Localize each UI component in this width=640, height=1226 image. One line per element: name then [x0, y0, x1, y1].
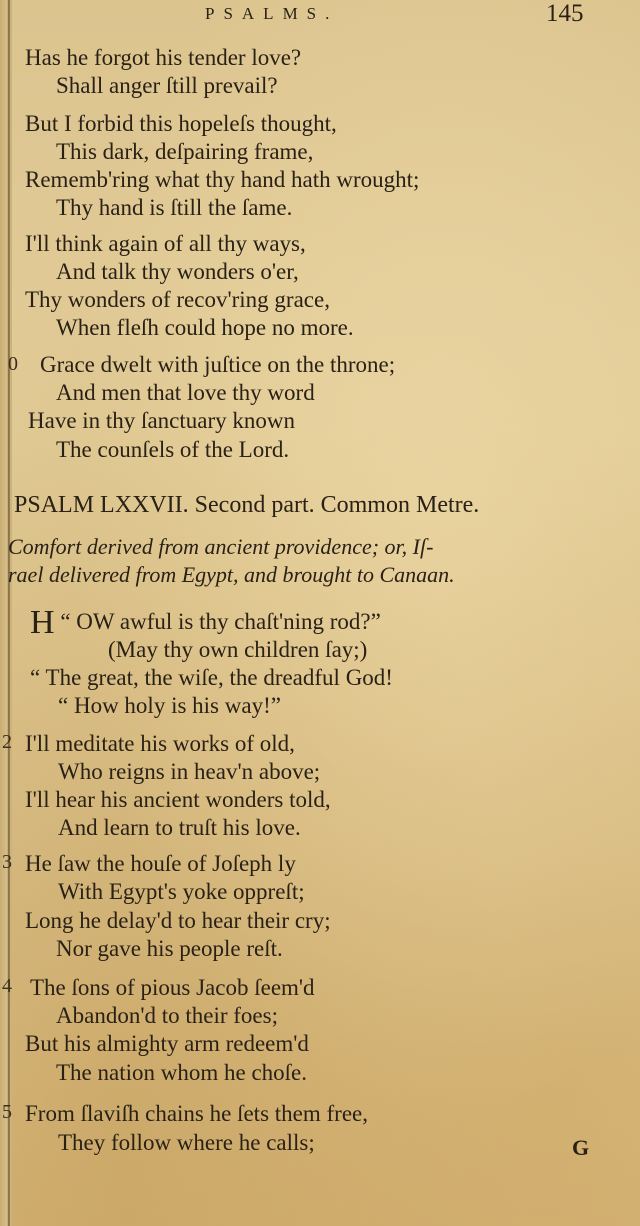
verse-line: And men that love thy word — [56, 380, 315, 405]
verse-line: The nation whom he choſe. — [56, 1060, 308, 1085]
psalm-subtitle-line-1: Comfort derived from ancient providence; or, Iſ- — [8, 534, 434, 559]
running-title: PSALMS. — [205, 4, 339, 23]
drop-capital: H — [30, 604, 55, 641]
verse-line: Grace dwelt with juſtice on the throne; — [40, 352, 396, 377]
verse-line: I'll meditate his works of old, — [25, 731, 295, 756]
verse-line: But I forbid this hopeleſs thought, — [25, 111, 337, 136]
verse-line: Have in thy ſanctuary known — [28, 408, 295, 433]
verse-line: “ The great, the wiſe, the dreadful God! — [30, 665, 393, 690]
verse-line-dropcap — [30, 604, 381, 641]
verse-line: The counſels of the Lord. — [56, 437, 290, 462]
verse-line: But his almighty arm redeem'd — [25, 1031, 309, 1056]
psalm-heading: PSALM LXXVII. Second part. Common Metre. — [14, 492, 480, 518]
verse-line: I'll think again of all thy ways, — [25, 231, 306, 256]
verse-line: And talk thy wonders o'er, — [56, 259, 299, 284]
page-number: 145 — [546, 0, 584, 27]
verse-line: Who reigns in heav'n above; — [58, 759, 321, 784]
verse-line: With Egypt's yoke oppreſt; — [58, 879, 305, 904]
verse-line: Has he forgot his tender love? — [25, 45, 302, 70]
verse-line: When fleſh could hope no more. — [56, 315, 354, 340]
signature-mark: G — [572, 1135, 590, 1160]
verse-line: The ſons of pious Jacob ſeem'd — [30, 975, 315, 1000]
verse-line: “ How holy is his way!” — [58, 693, 281, 718]
verse-line: (May thy own children ſay;) — [108, 637, 368, 662]
verse-number: 5 — [2, 1101, 12, 1123]
verse-number: 4 — [2, 975, 12, 997]
verse-line: This dark, deſpairing frame, — [56, 139, 314, 164]
verse-line: From ſlaviſh chains he ſets them free, — [25, 1101, 368, 1126]
verse-line: Thy wonders of recov'ring grace, — [25, 287, 330, 312]
verse-line: And learn to truſt his love. — [58, 815, 301, 840]
page-header — [0, 0, 640, 34]
verse-line: I'll hear his ancient wonders told, — [25, 787, 331, 812]
verse-line: He ſaw the houſe of Joſeph ly — [25, 851, 296, 876]
verse-line: Rememb'ring what thy hand hath wrought; — [25, 167, 420, 192]
verse-line: Abandon'd to their foes; — [56, 1003, 278, 1028]
verse-number: 3 — [2, 851, 12, 873]
verse-line: Long he delay'd to hear their cry; — [25, 908, 331, 933]
verse-line: They follow where he calls; — [58, 1130, 315, 1155]
verse-line: Nor gave his people reſt. — [56, 936, 283, 961]
verse-line: Shall anger ſtill prevail? — [56, 73, 278, 98]
verse-line-text: “ OW awful is thy chaſt'ning rod?” — [60, 609, 381, 634]
verse-line: Thy hand is ſtill the ſame. — [56, 195, 293, 220]
verse-number: 2 — [2, 731, 12, 753]
page-gutter — [0, 0, 12, 1226]
psalm-subtitle-line-2: rael delivered from Egypt, and brought to Canaan. — [8, 562, 455, 587]
verse-number: 0 — [8, 353, 18, 375]
